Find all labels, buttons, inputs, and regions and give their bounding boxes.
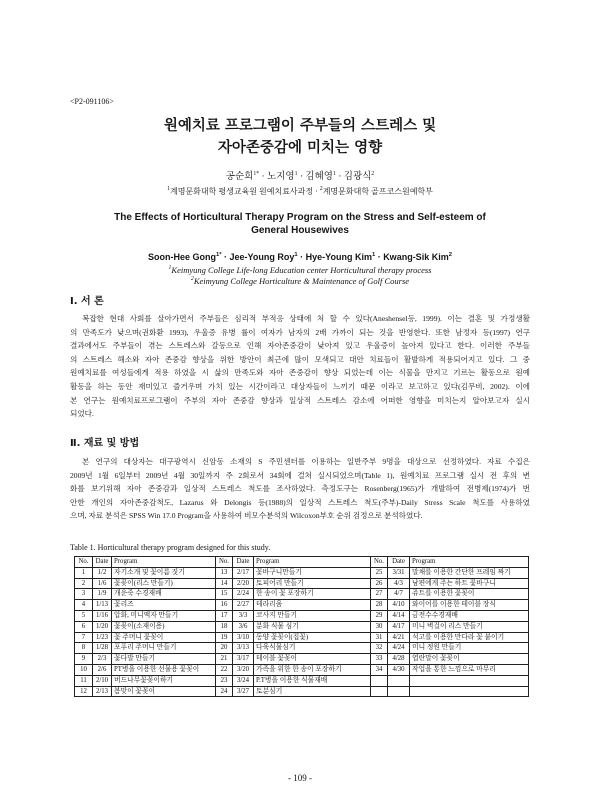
program-name-cell: 압화, 미니액자 만들기 [112,610,216,621]
table-row [75,578,529,589]
session-date-cell: 2/24 [233,589,254,600]
table-row [75,643,529,654]
session-date-cell: 1/20 [93,621,112,632]
body-line: 2009년 1월 6일부터 2009년 4월 30일까지 주 2회로서 34회에 걸쳐 실시되었으며(Table 1), 원예치료 프로그램 실시 전 후의 변 [70,470,530,480]
korean-affiliations [0,186,600,197]
column-header: No. [216,557,233,568]
session-date-cell: 3/31 [388,567,410,578]
section-body-methods [70,455,530,523]
program-name-cell: 석고를 이용한 만다라 꽃 붙이기 [410,632,529,643]
session-date-cell: 2/17 [233,567,254,578]
program-name-cell [410,675,529,686]
affiliation-text: 계명문화대학 골프코스원예학부 [322,187,433,196]
session-date-cell: 2/20 [233,578,254,589]
program-name-cell: 금전수수경재배 [410,610,529,621]
program-name-cell: 남편에게 주는 하트 꽃바구니 [410,578,529,589]
session-date-cell: 1/16 [93,610,112,621]
program-table [74,556,529,697]
english-authors [0,251,600,263]
session-date-cell: 1/6 [93,578,112,589]
session-number-cell: 9 [75,654,93,665]
program-name-cell: 말채를 이용한 간단한 프레임 짜기 [410,567,529,578]
session-number-cell: 5 [75,610,93,621]
program-name-cell: 테라리움 [254,600,371,611]
session-number-cell: 26 [371,578,388,589]
body-line: 결과에서도 주부들이 겪는 스트레스와 갈등으로 인해 자아존중감이 낮아져 있고 우울증이 높아져 있다고 한다. 이러한 주부들 [70,341,530,351]
korean-title-line-2: 자아존중감에 미치는 영향 [217,139,383,156]
affiliation [0,276,600,287]
session-number-cell: 30 [371,621,388,632]
superscript: 1 [371,252,376,258]
separator: · [335,172,344,182]
program-name-cell: 가족을 위한 한 송이 포장하기 [254,664,371,675]
affiliation-text: Keimyung College Horticulture & Maintenance of Golf Course [193,276,410,286]
superscript: 2 [371,171,375,177]
body-line: 화를 보기위해 자아 존중감과 일상적 스트레스 척도를 조사하였다. 측정도구는 Rosenberg(1965)가 개발하여 전병제(1974)가 번 [70,484,530,494]
table-row [75,600,529,611]
program-name-cell: 분화 식물 심기 [254,621,371,632]
superscript: 1 [332,171,336,177]
english-title-line-2: General Housewives [251,225,349,236]
program-name-cell: 꽃 주머니 꽃꽂이 [112,632,216,643]
program-name-cell: P.T병을 이용한 식물재배 [254,675,371,686]
english-affiliations [0,265,600,287]
session-number-cell: 31 [371,632,388,643]
program-name-cell: 미니 정원 만들기 [410,643,529,654]
session-number-cell: 13 [216,567,233,578]
session-date-cell: 3/24 [233,675,254,686]
separator: · [297,172,306,182]
english-title-line-1: The Effects of Horticultural Therapy Program on the Stress and Self-esteem of [114,212,486,223]
session-number-cell: 34 [371,664,388,675]
session-date-cell: 3/27 [233,686,254,697]
session-date-cell: 3/10 [233,632,254,643]
session-number-cell [371,675,388,686]
session-date-cell: 1/2 [93,567,112,578]
session-date-cell: 4/21 [388,632,410,643]
program-name-cell: 와이어를 이용한 테이블 장식 [410,600,529,611]
program-name-cell: 토피어리 만들기 [254,578,371,589]
superscript: 1* [253,171,260,177]
section-heading-introduction: Ⅰ. 서 론 [70,296,104,307]
session-date-cell: 2/27 [233,600,254,611]
session-number-cell: 25 [371,567,388,578]
column-header: Program [254,557,371,568]
author [267,172,297,182]
body-line: 원예치료를 여성들에게 적용 하였을 시 삶의 만족도와 자아 존중감이 향상 되었는데 이는 식물을 만지고 기르는 활동으로 원예 [70,368,530,378]
table-row [75,621,529,632]
session-number-cell: 33 [371,654,388,665]
session-number-cell: 17 [216,610,233,621]
session-date-cell: 3/17 [233,654,254,665]
body-line: 복잡한 현대 사회를 살아가면서 주부들은 심리적 부적응 상태에 처 할 수 있다(Aneshensel등, 1999). 이는 결혼 및 가정생활 [82,314,530,323]
program-name-cell: 코사지 만들기 [254,610,371,621]
table-row [75,610,529,621]
column-header: Program [112,557,216,568]
superscript: 1 [294,171,298,177]
program-name-cell: 꽃꽂이(리스 만들기) [112,578,216,589]
korean-authors [0,171,600,183]
session-date-cell: 3/20 [233,664,254,675]
body-line: 의 만족도가 낮으며(권화환 1993), 우울증 유병 률이 여자가 남자의 2배 가까이 되는 것을 반영한다. 또한 남정자 등(1997) 연구 [70,327,530,337]
body-line: 되었다. [70,409,94,419]
separator: · [297,252,306,262]
superscript: 2 [448,252,452,258]
author [383,252,452,262]
author-name: 노지영 [267,172,295,182]
affiliation-text: 계명문화대학 평생교육원 원예치료사과정 [170,187,314,196]
column-header: Program [410,557,529,568]
session-number-cell: 16 [216,600,233,611]
program-name-cell: 개운죽 수경재배 [112,589,216,600]
body-line: 활동을 하는 동안 재미있고 즐거우며 가치 있는 시간이라고 대상자들이 느끼기 때문 이라고 보고하고 있다(김무비, 2002). 이에 [70,381,530,391]
author-name: Hye-Young Kim [305,252,372,262]
table-head [75,557,529,568]
superscript: 1* [216,252,222,258]
separator: · [375,252,384,262]
session-date-cell: 4/28 [388,654,410,665]
session-date-cell: 1/9 [93,589,112,600]
superscript: 2 [319,186,323,192]
session-number-cell: 18 [216,621,233,632]
body-line: 본 연구의 대상자는 대구광역시 신암동 소재의 S 주민센터를 이용하는 일반주부 9명을 대상으로 선정하였다. 자료 수집은 [82,457,530,466]
program-name-cell: 미니 벽걸이 리스 만들기 [410,621,529,632]
author [148,252,221,262]
session-date-cell: 4/10 [388,600,410,611]
program-name-cell: 엽란말이 꽃꽂이 [410,654,529,665]
session-number-cell: 15 [216,589,233,600]
author-name: 공순희 [225,172,254,182]
table-body [75,567,529,697]
session-date-cell: 3/3 [233,610,254,621]
program-name-cell: 쥬트를 이용한 꽃꽂이 [410,589,529,600]
session-number-cell: 6 [75,621,93,632]
author [226,172,259,182]
program-name-cell: 테이블 꽃꽂이 [254,654,371,665]
session-date-cell: 4/30 [388,664,410,675]
program-name-cell: 작업을 통한 느낌으로 마무리 [410,664,529,675]
session-number-cell: 19 [216,632,233,643]
session-date-cell: 1/13 [93,600,112,611]
separator: · [221,252,230,262]
page-number: - 109 - [288,773,312,783]
session-number-cell: 12 [75,686,93,697]
program-name-cell: 봄맞이 꽃꽂이 [112,686,216,697]
separator: · [313,187,320,196]
superscript: 1 [167,186,170,192]
session-number-cell: 7 [75,632,93,643]
program-name-cell: 한 송이 꽃 포장하기 [254,589,371,600]
author-name: Kwang-Sik Kim [383,252,449,262]
superscript: 1 [168,265,172,271]
abstract-code: <P2-091106> [70,97,114,106]
session-date-cell: 1/28 [93,643,112,654]
table-header-row [75,557,529,568]
author [344,172,374,182]
session-number-cell [371,686,388,697]
affiliation [320,187,433,196]
session-date-cell: 2/10 [93,675,112,686]
session-date-cell [388,686,410,697]
section-heading-methods: Ⅱ. 재료 및 방법 [70,438,140,449]
session-date-cell: 4/17 [388,621,410,632]
author-name: 김혜영 [305,172,333,182]
superscript: 2 [190,276,194,282]
program-name-cell: 다육식물심기 [254,643,371,654]
session-number-cell: 28 [371,600,388,611]
author-name: Soon-Hee Gong [148,252,217,262]
session-number-cell: 22 [216,664,233,675]
program-name-cell: 버드나무꽃꽂이하기 [112,675,216,686]
table-row [75,567,529,578]
author [230,252,298,262]
session-date-cell: 4/14 [388,610,410,621]
session-number-cell: 29 [371,610,388,621]
column-header: No. [75,557,93,568]
program-name-cell: 동양 꽃꽂이(집꽃) [254,632,371,643]
body-line: 안한 개인의 자아존중감척도, Lazarus 와 Delongis 등(1988)의 일상적 스트레스 척도(주부)-Daily Stress Scale 척도를 사용하였 [70,497,530,507]
session-number-cell: 20 [216,643,233,654]
table-row [75,654,529,665]
program-name-cell: 꽃바구니만들기 [254,567,371,578]
program-name-cell: 꽃리즈 [112,600,216,611]
table-row [75,632,529,643]
session-date-cell: 4/7 [388,589,410,600]
table-row [75,675,529,686]
program-name-cell: 꽃꽂이(소재이용) [112,621,216,632]
table-caption: Table 1. Horticultural therapy program designed for this study. [70,543,271,552]
column-header: No. [371,557,388,568]
program-name-cell [410,686,529,697]
session-number-cell: 4 [75,600,93,611]
author [306,252,376,262]
session-date-cell: 4/3 [388,578,410,589]
session-number-cell: 3 [75,589,93,600]
session-date-cell: 3/6 [233,621,254,632]
affiliation [167,187,313,196]
session-number-cell: 21 [216,654,233,665]
program-name-cell: 포푸리 주머니 만들기 [112,643,216,654]
section-body-introduction [70,312,530,421]
program-name-cell: 자기소개 및 꽃이름 짓기 [112,567,216,578]
session-number-cell: 11 [75,675,93,686]
table-row [75,664,529,675]
superscript: 1 [294,252,298,258]
column-header: Date [93,557,112,568]
session-date-cell: 1/23 [93,632,112,643]
separator: · [259,172,268,182]
session-date-cell: 3/13 [233,643,254,654]
session-number-cell: 8 [75,643,93,654]
column-header: Date [233,557,254,568]
author-name: 김광식 [343,172,372,182]
korean-title-line-1: 원예치료 프로그램이 주부들의 스트레스 및 [163,117,437,134]
session-date-cell: 2/13 [93,686,112,697]
session-number-cell: 24 [216,686,233,697]
affiliation-text: Keimyung College Life-long Education center Horticultural therapy process [171,265,432,275]
session-date-cell: 4/24 [388,643,410,654]
body-line: 본 연구는 원예치료프로그램이 주부의 자아 존중감 향상과 일상적 스트레스 감소에 어떠한 영향을 미치는지 알아보고자 실시 [70,395,530,405]
program-name-cell: 꽃다발 만들기 [112,654,216,665]
session-number-cell: 23 [216,675,233,686]
session-date-cell [388,675,410,686]
session-number-cell: 10 [75,664,93,675]
session-number-cell: 1 [75,567,93,578]
session-date-cell: 2/6 [93,664,112,675]
affiliation [0,265,600,276]
session-date-cell: 2/3 [93,654,112,665]
session-number-cell: 14 [216,578,233,589]
author-name: Jee-Young Roy [229,252,295,262]
program-name-cell: 토분심기 [254,686,371,697]
body-line: 의 스트레스 해소와 자아 존중감 향상을 위한 방안이 최근에 많이 모색되고 대안 치료들이 활발하게 적용되어지고 있다. 그 중 [70,354,530,364]
program-name-cell: PT병을 이용한 선물용 꽃꽂이 [112,664,216,675]
session-number-cell: 27 [371,589,388,600]
session-number-cell: 2 [75,578,93,589]
table-row [75,686,529,697]
session-number-cell: 32 [371,643,388,654]
table-row [75,589,529,600]
body-line: 으며, 자료 분석은 SPSS Win 17.0 Program을 사용하여 비모수분석의 Wilcoxon부호 순위 검정으로 분석하였다. [70,511,423,521]
author [305,172,335,182]
column-header: Date [388,557,410,568]
